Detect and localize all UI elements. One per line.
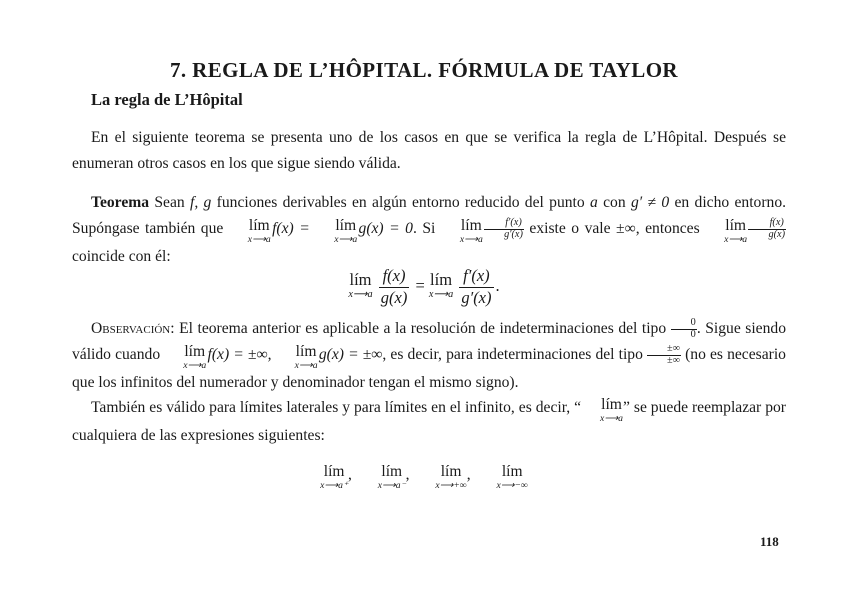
limit-expression: [441, 218, 483, 244]
fraction-denominator: g′(x): [461, 287, 492, 307]
limit-expression: [435, 464, 466, 490]
theorem-paragraph: [72, 190, 786, 270]
observation-fx: f(x) = ±∞,: [207, 346, 276, 363]
lim-word: lím: [501, 463, 523, 480]
page-title: 7. REGLA DE L’HÔPITAL. FÓRMULA DE TAYLOR: [169, 58, 679, 82]
intro-text: En el siguiente teorema se presenta uno de los casos en que se verifica la regla de L’Hôpital. Después se enumeran otros casos en los que sigue siendo válida.: [72, 129, 786, 172]
theorem-gx: g(x) = 0: [358, 220, 413, 237]
lim-word: lím: [184, 342, 206, 360]
lim-word: lím: [460, 216, 482, 234]
formula-end: .: [495, 275, 500, 295]
fraction-denominator: 0: [690, 328, 696, 340]
limit-expression: [315, 218, 357, 244]
limit-expression: [429, 272, 453, 300]
intro-paragraph: [72, 125, 786, 177]
also-text: También es válido para límites laterales y para límites en el infinito, es decir, “: [91, 399, 582, 416]
lim-word: lím: [323, 463, 345, 480]
theorem-fx: f(x) =: [272, 220, 316, 237]
fraction-numerator: ±∞: [647, 344, 681, 356]
theorem-text: existe o vale ±∞, entonces: [523, 220, 706, 237]
limit-expression: [378, 464, 406, 490]
lim-word: lím: [430, 270, 453, 290]
limit-item: [435, 464, 470, 490]
lim-word: lím: [295, 342, 317, 360]
theorem-text: . Si: [412, 220, 441, 237]
limit-expression: [497, 464, 528, 490]
fraction-denominator: g′(x): [504, 228, 523, 240]
fraction-numerator: f(x): [748, 218, 786, 230]
fraction-denominator: g(x): [768, 228, 785, 240]
theorem-text: con: [597, 194, 631, 211]
lim-word: lím: [381, 463, 403, 480]
page-number: 118: [760, 534, 779, 549]
lim-sub: x⟶a: [348, 288, 373, 300]
limit-item: [497, 464, 528, 490]
lim-word: lím: [248, 216, 270, 234]
lim-word: lím: [335, 216, 357, 234]
limit-separator: ,: [405, 465, 410, 483]
derivative-fraction: [484, 218, 524, 241]
theorem-text: en dicho entorno. Supóngase también que: [72, 194, 787, 237]
limit-item: [378, 464, 410, 490]
limit-expression: [348, 272, 372, 300]
lim-sub: x⟶a⁻: [377, 479, 406, 491]
fraction-denominator: ±∞: [666, 354, 680, 366]
theorem-point: a: [590, 194, 598, 211]
observation-gx: g(x) = ±∞: [318, 346, 383, 363]
limit-expression: [581, 397, 623, 423]
section-heading: La regla de L’Hôpital: [91, 90, 243, 109]
display-formula: [0, 266, 848, 308]
display-fraction: [459, 266, 493, 308]
equals-sign: =: [411, 275, 429, 295]
lim-sub: x⟶a: [428, 288, 454, 300]
observation-label: Observación:: [91, 320, 175, 337]
function-fraction: [748, 218, 786, 241]
limit-expression: [164, 344, 206, 370]
observation-paragraph: [72, 316, 786, 396]
observation-text: . Sigue siendo válido cuando: [72, 320, 786, 363]
limit-expression: [229, 218, 271, 244]
limit-expression: [705, 218, 747, 244]
fraction-numerator: f′(x): [484, 218, 524, 230]
fraction-numerator: f′(x): [459, 266, 493, 288]
lim-sub: x⟶a⁺: [320, 479, 349, 491]
limit-separator: ,: [348, 465, 352, 483]
lim-sub: x⟶a: [459, 233, 483, 245]
lim-word: lím: [725, 216, 747, 234]
observation-text: (no es necesario que los infinitos del numerador y denominador tengan el mismo signo).: [72, 346, 786, 392]
fraction-denominator: g(x): [380, 287, 408, 307]
infinity-fraction: [647, 344, 681, 367]
lim-word: lím: [349, 270, 372, 290]
lim-sub: x⟶a: [724, 233, 748, 245]
theorem-label: Teorema: [91, 194, 150, 211]
zero-fraction: [671, 318, 697, 341]
theorem-text: Sean: [149, 194, 190, 211]
also-paragraph: [72, 395, 786, 449]
also-text: ” se puede reemplazar por cualquiera de las expresiones siguientes:: [72, 399, 786, 445]
limit-separator: ,: [466, 465, 471, 483]
theorem-condition: g′ ≠ 0: [630, 194, 670, 211]
limit-expression: [320, 464, 348, 490]
lim-word: lím: [440, 463, 462, 480]
theorem-text: funciones derivables en algún entorno reducido del punto: [211, 194, 591, 211]
limit-expression: [276, 344, 318, 370]
limits-list: [0, 464, 848, 490]
fraction-numerator: f(x): [379, 266, 410, 288]
lim-sub: x⟶−∞: [496, 479, 528, 491]
lim-sub: x⟶a: [247, 233, 271, 245]
lim-sub: x⟶a: [334, 233, 358, 245]
lim-word: lím: [601, 395, 622, 413]
theorem-functions: f, g: [190, 194, 212, 211]
lim-sub: x⟶+∞: [435, 479, 467, 491]
lim-sub: x⟶a: [294, 359, 318, 371]
fraction-numerator: 0: [671, 318, 697, 330]
lim-sub: x⟶a: [600, 412, 623, 424]
limit-item: [320, 464, 352, 490]
observation-text: , es decir, para indeterminaciones del tipo: [382, 346, 647, 363]
observation-text: El teorema anterior es aplicable a la resolución de indeterminaciones del tipo: [174, 320, 671, 337]
theorem-text: coincide con él:: [72, 248, 171, 266]
display-fraction: [379, 266, 410, 308]
lim-sub: x⟶a: [183, 359, 207, 371]
